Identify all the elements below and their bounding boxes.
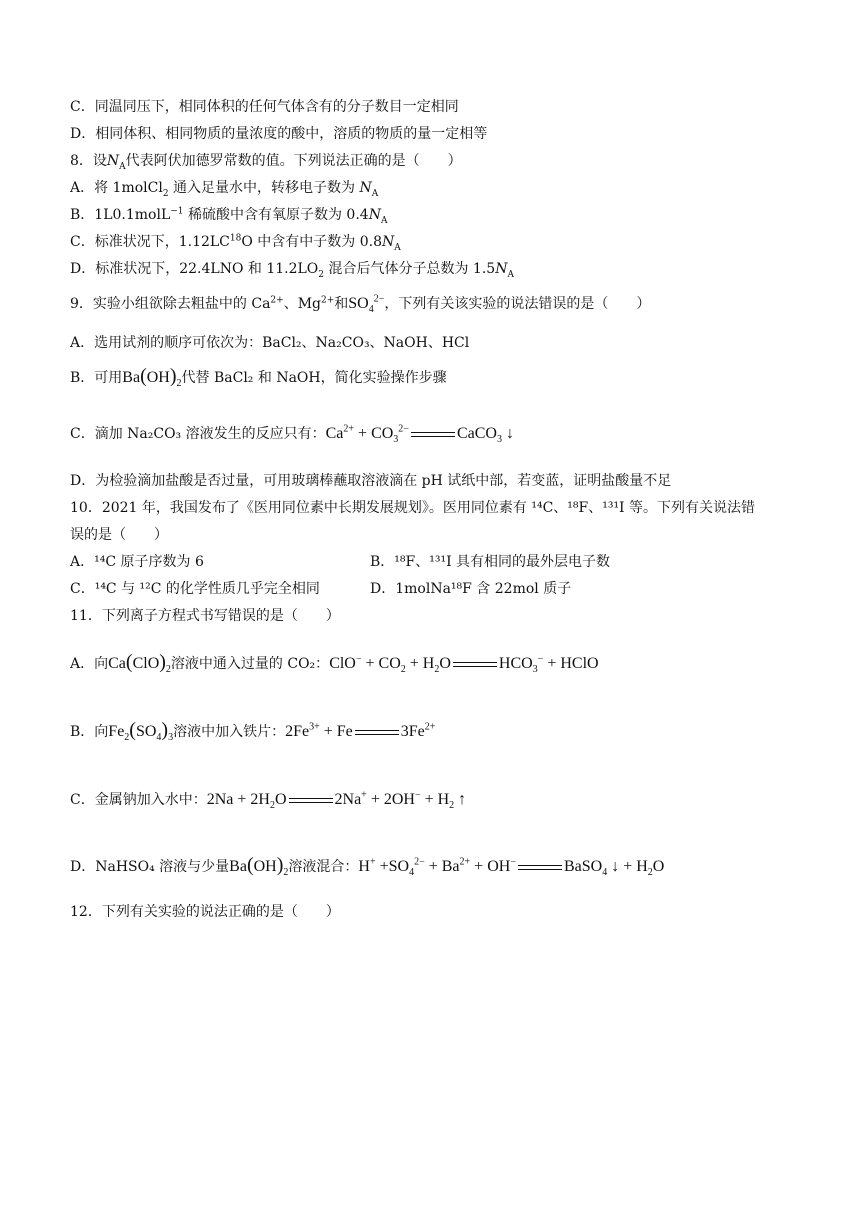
q10-stem-line1: 10．2021 年，我国发布了《医用同位素中长期发展规划》。医用同位素有 ¹⁴C、¹⁸F、¹³¹I 等。下列有关说法错 xyxy=(70,500,756,516)
q11-a-text: A．向 xyxy=(70,656,109,672)
q8-stem-b: 代表阿伏加德罗常数的值。下列说法正确的是（ ） xyxy=(125,153,462,169)
q11-stem: 11．下列离子方程式书写错误的是（ ） xyxy=(70,608,340,624)
q11-option-a: A．向$Ca(ClO)_2$溶液中通入过量的 CO₂：$ClO^- + CO_2 + H_2O$ $HCO_3^-$ + HClO xyxy=(70,651,599,676)
q10-stem-line2: 误的是（ ） xyxy=(70,527,168,543)
q11-d-text2: 溶液混合： xyxy=(288,859,359,875)
q8-d-text2: 混合后气体分子总数为 1.5 xyxy=(324,261,496,277)
q11-c-text: C．金属钠加入水中： xyxy=(70,792,207,808)
q8-option-c: C．标准状况下，1.12LC$^{18}$O 中含有中子数为 $0.8N_A$ xyxy=(70,233,401,253)
q9-option-a: A．选用试剂的顺序可依次为：BaCl₂、Na₂CO₃、NaOH、HCl xyxy=(70,335,470,351)
q11-d-text: D．NaHSO₄ 溶液与少量 xyxy=(70,859,230,875)
q8-option-d: D．标准状况下，22.4LNO 和 $11.2LO_2$ 混合后气体分子总数为 $1.5N_A$ xyxy=(70,261,514,280)
q9-b-text: B．可用 xyxy=(70,370,123,386)
q7-option-d: D．相同体积、相同物质的量浓度的酸中，溶质的物质的量一定相等 xyxy=(70,126,488,142)
q9-stem-a: 9．实验小组欲除去粗盐中的 Ca xyxy=(70,296,271,312)
q8-c-text: C．标准状况下，1.12LC xyxy=(70,234,230,250)
q8-c-text2: O 中含有中子数为 0.8 xyxy=(241,234,383,250)
q10-option-d: D．1molNa¹⁸F 含 22mol 质子 xyxy=(370,581,572,597)
q10-option-c: C．¹⁴C 与 ¹²C 的化学性质几乎完全相同 xyxy=(70,581,320,597)
q8-a-text: A．将 1molCl xyxy=(70,180,163,196)
q10-option-a: A．¹⁴C 原子序数为 6 xyxy=(70,554,204,570)
q9-option-d: D．为检验滴加盐酸是否过量，可用玻璃棒蘸取溶液滴在 pH 试纸中部，若变蓝，证明盐酸量不足 xyxy=(70,473,672,489)
q8-stem-a: 8．设 xyxy=(70,153,107,169)
q9-c-text: C．滴加 Na₂CO₃ 溶液发生的反应只有： xyxy=(70,426,326,442)
q11-b-text2: 溶液中加入铁片： xyxy=(173,724,286,740)
q11-option-b: B．向$Fe_2(SO_4)_3$溶液中加入铁片：$2Fe^{3+} + Fe$ $3Fe^{2+}$ xyxy=(70,719,436,744)
q11-option-d: D．NaHSO₄ 溶液与少量$Ba(OH)_2$溶液混合：$H^+ +SO_4^{2-} + Ba^{2+} + OH^-$ BaSO$_4$ ↓ + $H_2O$ xyxy=(70,854,665,879)
q9-stem-b: 、Mg xyxy=(283,296,321,312)
q8-stem: 8．设$N_A$代表阿伏加德罗常数的值。下列说法正确的是（ ） xyxy=(70,153,462,172)
q8-option-a: A．将 1molCl$_2$ 通入足量水中，转移电子数为 $N_A$ xyxy=(70,180,379,199)
q10-option-b: B．¹⁸F、¹³¹I 具有相同的最外层电子数 xyxy=(370,554,611,570)
q8-b-text: B．1L0.1molL xyxy=(70,207,171,223)
q9-option-b: B．可用$Ba(OH)_2$代替 BaCl₂ 和 NaOH，简化实验操作步骤 xyxy=(70,365,447,390)
q9-stem-d: ，下列有关该实验的说法错误的是（ ） xyxy=(384,296,651,312)
q9-option-c: C．滴加 Na₂CO₃ 溶液发生的反应只有：$Ca^{2+} + CO_3^{2-}$ CaCO$_3$ ↓ xyxy=(70,423,514,446)
q9-b-text2: 代替 BaCl₂ 和 NaOH，简化实验操作步骤 xyxy=(181,370,447,386)
q12-stem: 12．下列有关实验的说法正确的是（ ） xyxy=(70,904,340,920)
q8-d-text: D．标准状况下，22.4LNO 和 11.2LO xyxy=(70,261,319,277)
q9-stem-c: 和 xyxy=(334,296,349,312)
q11-b-text: B．向 xyxy=(70,724,109,740)
q11-option-c: C．金属钠加入水中：$2Na + 2H_2O$ $2Na^+ + 2OH^- + H_2$ ↑ xyxy=(70,789,467,812)
q7-option-c: C．同温同压下，相同体积的任何气体含有的分子数目一定相同 xyxy=(70,99,459,115)
q11-a-text2: 溶液中通入过量的 CO₂： xyxy=(170,656,330,672)
q8-option-b: B．1L0.1molL$^{-1}$ 稀硫酸中含有氧原子数为 $0.4N_A$ xyxy=(70,206,388,226)
q8-a-text2: 通入足量水中，转移电子数为 xyxy=(168,180,360,196)
q9-stem: 9．实验小组欲除去粗盐中的 $Ca^{2+}$、$Mg^{2+}$和$SO_4^{2-}$，下列有关该实验的说法错误的是（ ） xyxy=(70,293,651,316)
q8-b-text2: 稀硫酸中含有氧原子数为 0.4 xyxy=(183,207,369,223)
